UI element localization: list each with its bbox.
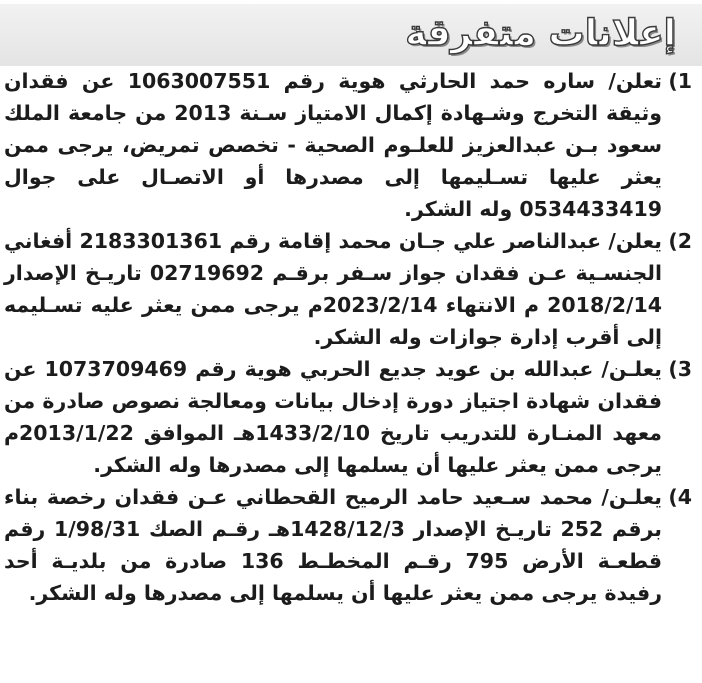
- notice-number: 3): [668, 356, 692, 381]
- notice-number: 2): [668, 228, 692, 253]
- notices-list: [4, 66, 692, 610]
- notice-item: [4, 226, 692, 354]
- section-title: إعلانات متفرقة: [405, 13, 676, 54]
- notice-item: [4, 482, 692, 610]
- notice-text: يعلـن/ محمد سـعيد حامد الرميح القحطاني عـن فقدان رخصة بناء برقم 252 تاريـخ الإصدار 1428/12/3هـ رقـم الصك 1/98/31 رقم قطعـة الأرض 795 رقـم المخطـط 136 صادرة من بلديـة أحد رفيدة يرجى ممن يعثر عليها أن يسلمها إلى مصدرها وله الشكر.: [4, 484, 663, 605]
- notice-text: تعلن/ ساره حمد الحارثي هوية رقم 1063007551 عن فقدان وثيقة التخرج وشـهادة إكمال الامتياز سـنة 2013 من جامعة الملك سعود بـن عبدالعزيز للعلـوم الصحية - تخصص تمريض، يرجى ممن يعثر عليها تسـليمها إلى مصدرها أو الاتصـال على جوال 0534433419 وله الشكر.: [4, 69, 662, 221]
- notice-item: [4, 66, 692, 226]
- notice-text: يعلن/ عبدالناصر علي جـان محمد إقامة رقم 2183301361 أفغاني الجنسـية عـن فقدان جواز سـفر برقـم 02719692 تاريـخ الإصدار 2018/2/14 م الانتهاء 2023/2/14م يرجى ممن يعثر عليه تسـليمه إلى أقرب إدارة جوازات وله الشكر.: [4, 228, 662, 349]
- notice-number: 1): [668, 69, 692, 93]
- section-header: [0, 4, 702, 66]
- notice-item: [4, 354, 692, 482]
- notice-text: يعلـن/ عبدالله بن عويد جديع الحربي هوية رقم 1073709469 عن فقدان شهادة اجتياز دورة إدخال بيانات ومعالجة نصوص صادرة من معهد المنـارة للتدريب تاريخ 1433/2/10هـ الموافق 2013/1/22م يرجى ممن يعثر عليها أن يسلمها إلى مصدرها وله الشكر.: [4, 356, 662, 477]
- notice-number: 4): [668, 484, 692, 509]
